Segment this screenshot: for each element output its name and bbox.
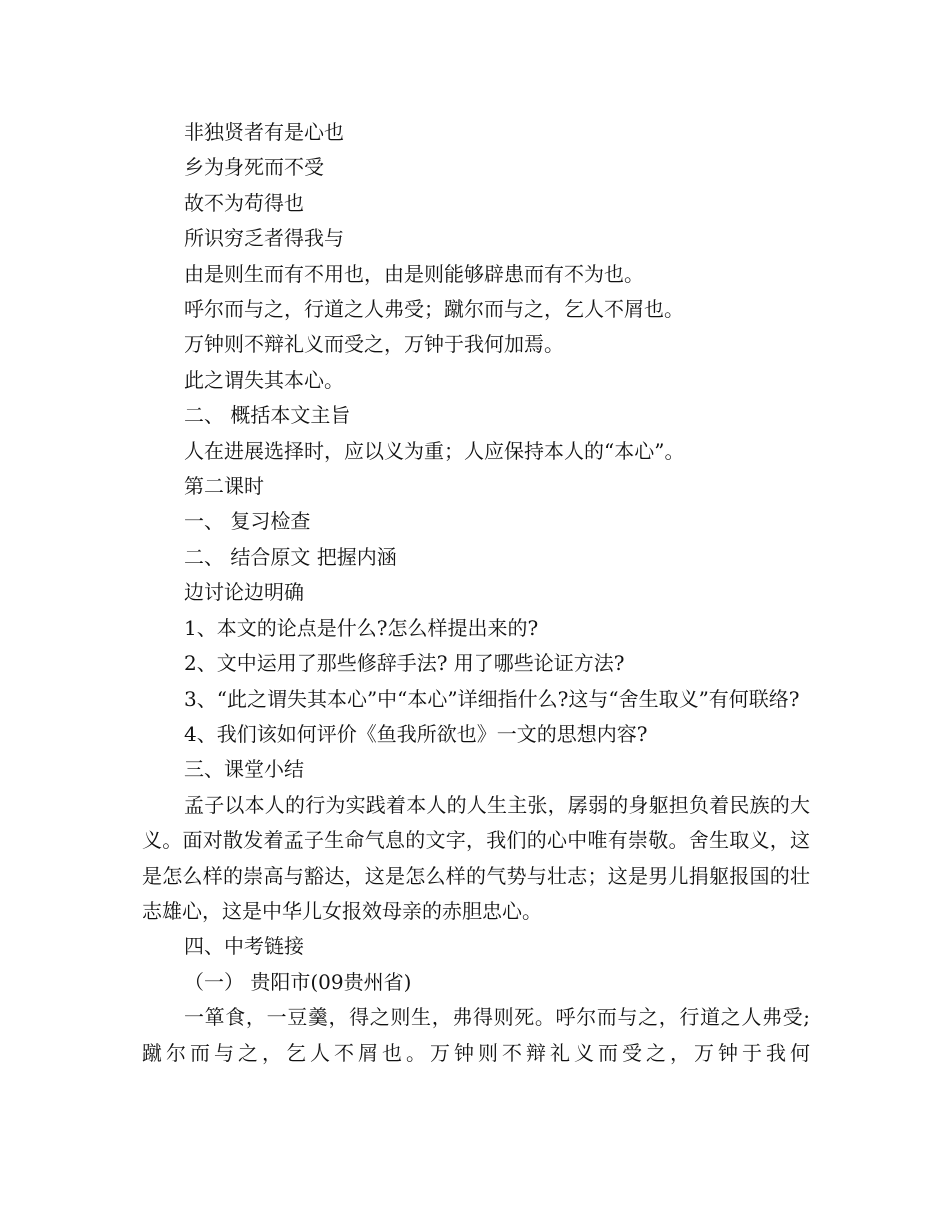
text-line: 呼尔而与之，行道之人弗受；蹴尔而与之，乞人不屑也。 — [184, 297, 684, 322]
question-item: 3、“此之谓失其本心”中“本心”详细指什么?这与“舍生取义”有何联络? — [184, 686, 800, 711]
lesson-heading: 第二课时 — [184, 474, 264, 499]
section-heading: 四、中考链接 — [184, 934, 304, 959]
summary-paragraph: 孟子以本人的行为实践着本人的人生主张，孱弱的身躯担负着民族的大义。面对散发着孟子生命气息的文字，我们的心中唯有崇敬。舍生取义，这是怎么样的崇高与豁达，这是怎么样的气势与壮志；这是男儿捐躯报国的壮志雄心，这是中华儿女报效母亲的赤胆忠心。 — [142, 792, 810, 923]
text-line: 万钟则不辩礼义而受之，万钟于我何加焉。 — [184, 332, 564, 357]
section-heading: 三、课堂小结 — [184, 757, 304, 782]
question-item: 2、文中运用了那些修辞手法? 用了哪些论证方法? — [184, 651, 625, 676]
section-heading: 二、 结合原文 把握内涵 — [184, 544, 397, 569]
question-item: 4、我们该如何评价《鱼我所欲也》一文的思想内容? — [184, 721, 648, 746]
text-line: 由是则生而有不用也，由是则能够辟患而有不为也。 — [184, 261, 644, 286]
excerpt-paragraph: 一箪食，一豆羹，得之则生，弗得则死。呼尔而与之，行道之人弗受;蹴尔而与之，乞人不屑也。万钟则不辩礼义而受之，万钟于我何 — [142, 1005, 810, 1065]
section-heading: 一、 复习检查 — [184, 509, 311, 534]
text-line: 边讨论边明确 — [184, 580, 304, 605]
text-line: 人在进展选择时，应以义为重；人应保持本人的“本心”。 — [184, 438, 685, 463]
text-line: 非独贤者有是心也 — [184, 120, 344, 144]
text-line: 故不为苟得也 — [184, 190, 304, 215]
section-heading: 二、 概括本文主旨 — [184, 403, 351, 428]
document-body — [142, 115, 810, 1071]
text-line: 此之谓失其本心。 — [184, 367, 344, 392]
subsection-heading: （一） 贵阳市(09贵州省) — [184, 969, 412, 994]
text-line: 乡为身死而不受 — [184, 155, 324, 180]
question-item: 1、本文的论点是什么?怎么样提出来的? — [184, 615, 539, 640]
text-line: 所识穷乏者得我与 — [184, 226, 344, 251]
